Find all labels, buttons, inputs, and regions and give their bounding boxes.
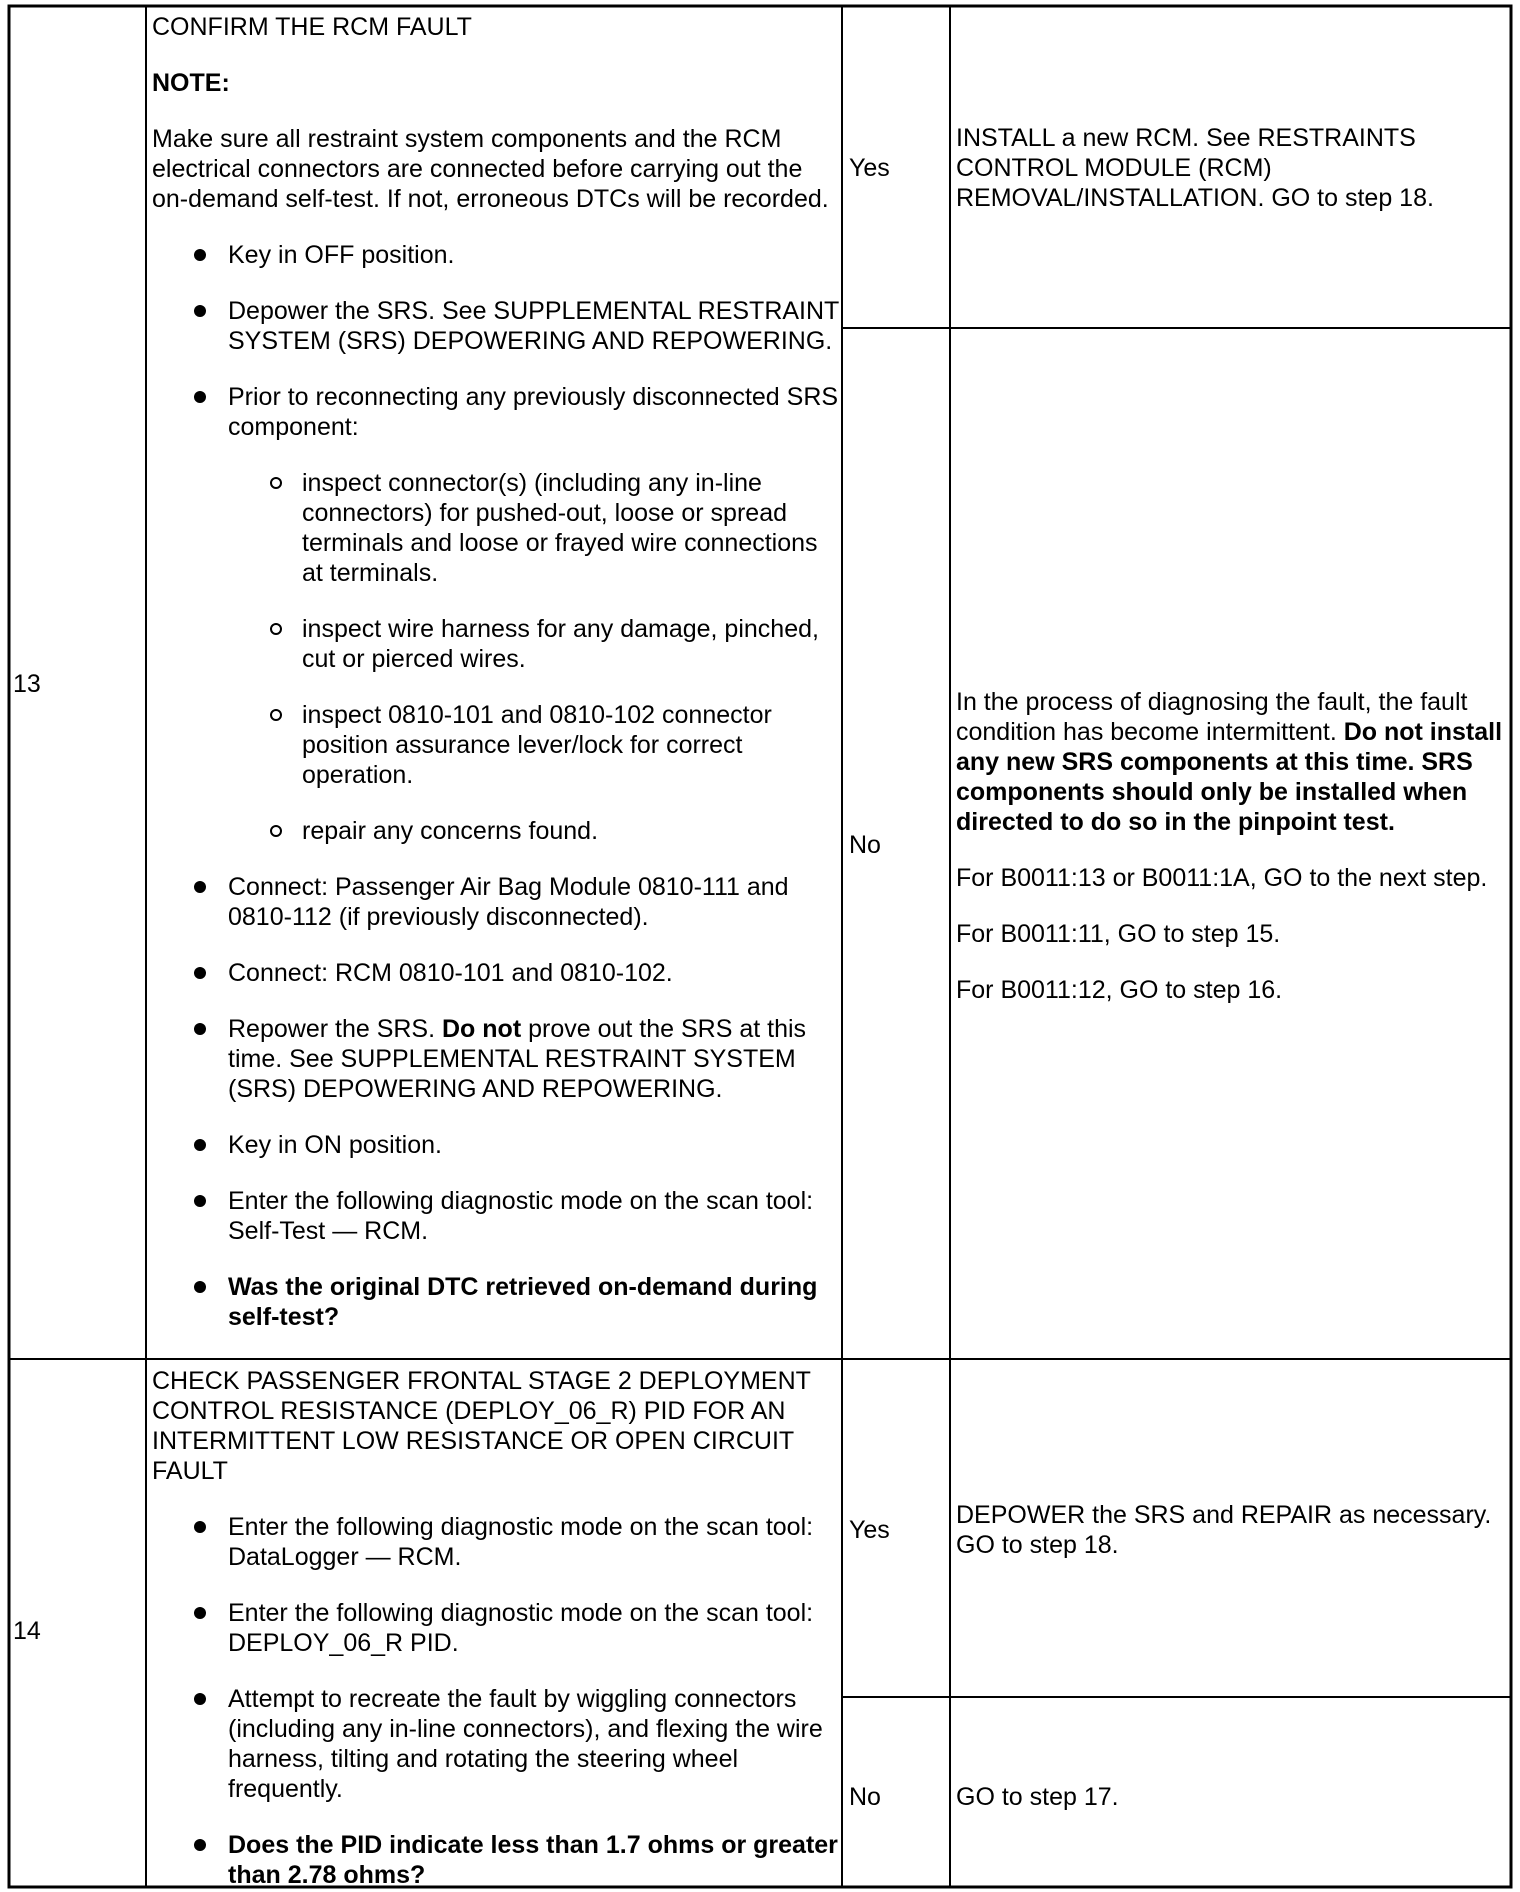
list-item: Attempt to recreate the fault by wiggling connectors (including any in-line connectors), and flexing the wire harness, tilting and rotating the steering wheel frequently. xyxy=(152,1684,840,1804)
sub-list-item: inspect wire harness for any damage, pinched, cut or pierced wires. xyxy=(152,614,840,674)
yes-label: Yes xyxy=(849,1516,890,1544)
sub-list-item: inspect connector(s) (including any in-line connectors) for pushed-out, loose or spread terminals and loose or frayed wire connections at terminals. xyxy=(152,468,840,588)
list-item: Key in ON position. xyxy=(152,1130,840,1160)
step-number: 13 xyxy=(13,670,41,698)
list-item: Enter the following diagnostic mode on the scan tool: DataLogger — RCM. xyxy=(152,1512,840,1572)
no-action: GO to step 17. xyxy=(956,1783,1119,1811)
repower-text: Repower the SRS. xyxy=(228,1015,436,1043)
no-action-line: For B0011:13 or B0011:1A, GO to the next step. xyxy=(956,864,1488,892)
yes-label: Yes xyxy=(849,154,890,182)
step-number: 14 xyxy=(13,1617,41,1645)
list-item-repower xyxy=(152,1014,840,1104)
no-action-text: In the process of diagnosing the fault, the fault condition has become intermittent. xyxy=(956,688,1468,746)
list-item: Depower the SRS. See SUPPLEMENTAL RESTRAINT SYSTEM (SRS) DEPOWERING AND REPOWERING. xyxy=(152,296,840,356)
no-action-emphasis: Do not install any new SRS components at this time. SRS components should only be installed when directed to do so in the pinpoint test xyxy=(956,718,1503,836)
no-label: No xyxy=(849,831,881,859)
repower-text-rest: prove out the SRS at this time. See SUPPLEMENTAL RESTRAINT SYSTEM (SRS) DEPOWERING AND REPOWERING. xyxy=(228,1015,807,1103)
list-item: Prior to reconnecting any previously disconnected SRS component: xyxy=(152,382,840,442)
step-14-instructions xyxy=(152,1366,840,1890)
question: Was the original DTC retrieved on-demand during self-test? xyxy=(152,1272,840,1332)
sub-list-item: inspect 0810-101 and 0810-102 connector position assurance lever/lock for correct operation. xyxy=(152,700,840,790)
step-title: CHECK PASSENGER FRONTAL STAGE 2 DEPLOYMENT CONTROL RESISTANCE (DEPLOY_06_R) PID FOR AN INTERMITTENT LOW RESISTANCE OR OPEN CIRCUIT FAULT xyxy=(152,1367,811,1485)
list-item: Enter the following diagnostic mode on the scan tool: DEPLOY_06_R PID. xyxy=(152,1598,840,1658)
no-action-line: For B0011:11, GO to step 15. xyxy=(956,920,1281,948)
question: Does the PID indicate less than 1.7 ohms or greater than 2.78 ohms? xyxy=(152,1830,840,1890)
instruction-list xyxy=(152,240,840,1332)
no-action-end: . xyxy=(1387,808,1395,836)
list-item: Connect: RCM 0810-101 and 0810-102. xyxy=(152,958,840,988)
note-text: Make sure all restraint system components and the RCM electrical connectors are connected before carrying out the on-demand self-test. If not, erroneous DTCs will be recorded. xyxy=(152,125,829,213)
note-label: NOTE: xyxy=(152,69,230,97)
step-title: CONFIRM THE RCM FAULT xyxy=(152,13,472,41)
instruction-list xyxy=(152,1512,840,1890)
sub-list-item: repair any concerns found. xyxy=(152,816,840,846)
step-13-instructions xyxy=(152,12,840,1332)
list-item: Key in OFF position. xyxy=(152,240,840,270)
no-label: No xyxy=(849,1783,881,1811)
yes-action: INSTALL a new RCM. See RESTRAINTS CONTROL MODULE (RCM) REMOVAL/INSTALLATION. GO to step 18. xyxy=(956,124,1434,212)
no-action-line: For B0011:12, GO to step 16. xyxy=(956,976,1283,1004)
no-action xyxy=(956,687,1508,1031)
list-item: Enter the following diagnostic mode on the scan tool: Self-Test — RCM. xyxy=(152,1186,840,1246)
yes-action: DEPOWER the SRS and REPAIR as necessary. GO to step 18. xyxy=(956,1501,1492,1559)
list-item: Connect: Passenger Air Bag Module 0810-111 and 0810-112 (if previously disconnected). xyxy=(152,872,840,932)
repower-emphasis: Do not xyxy=(442,1015,522,1043)
